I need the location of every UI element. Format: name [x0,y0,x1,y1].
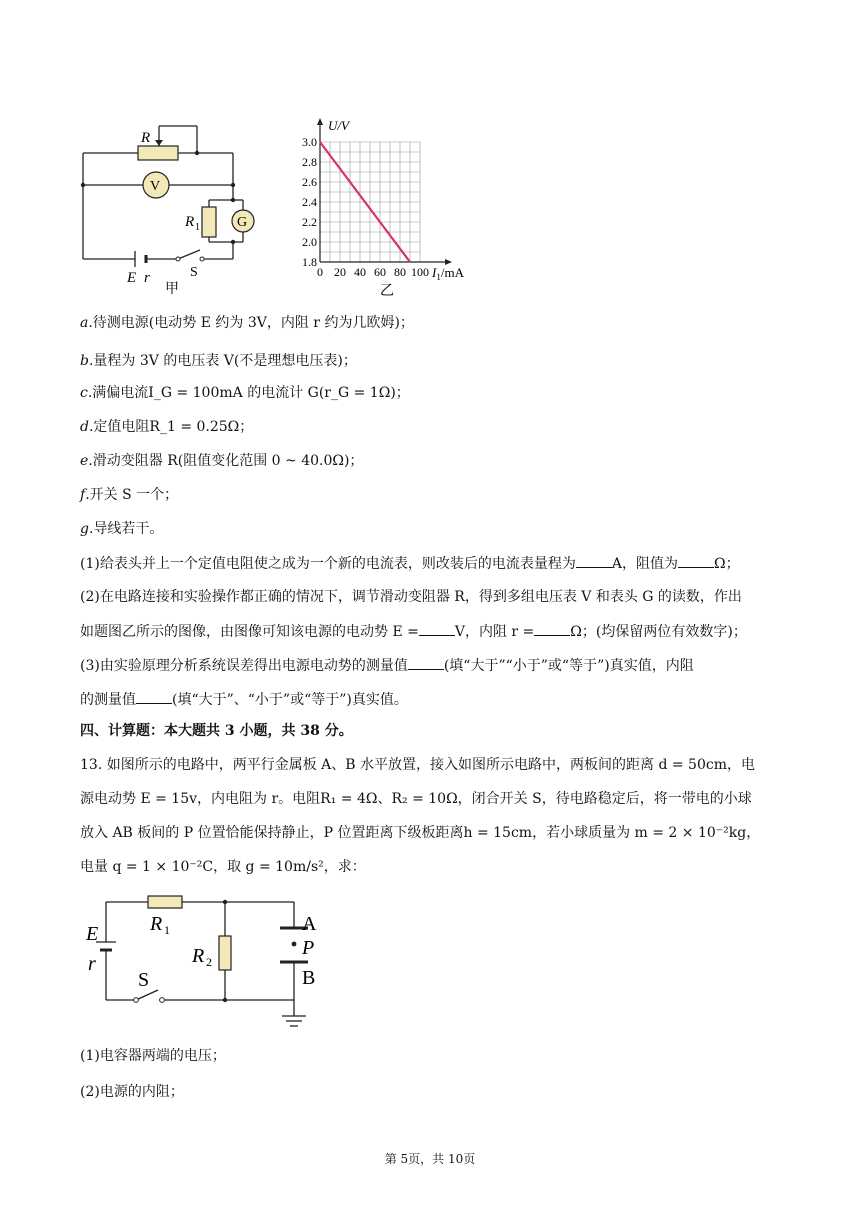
problem13-line4: 电量 q = 1 × 10⁻²C，取 g = 10m/s²，求： [80,859,366,875]
problem13-line2: 源电动势 E = 15v，内电阻为 r。电阻R₁ = 4Ω、R₂ = 10Ω，闭合开关 S，待电路稳定后，将一带电的小球 [80,791,752,807]
answer-blank[interactable] [419,621,455,636]
label-R1: R [150,913,163,935]
x-tick-label: 100 [411,265,429,279]
ui-chart-yi [290,112,490,298]
y-tick-label: 2.2 [302,215,317,229]
sub-question-2: (2)电源的内阻； [80,1084,184,1100]
y-tick-label: 2.0 [302,235,317,249]
item-e: e.滑动变阻器 R(阻值变化范围 0 ~ 40.0Ω)； [80,453,364,469]
y-tick-label: 2.4 [302,195,317,209]
label-r: r [88,953,96,975]
answer-blank[interactable] [576,553,612,568]
circuit-figure-jia [75,122,265,297]
chart-ylabel: U/V [328,118,349,133]
caption-yi: 乙 [380,284,394,298]
resistor-R1 [202,207,216,237]
page-footer: 第 5页，共 10页 [384,1152,476,1166]
rheostat-R [138,146,178,160]
answer-blank[interactable] [534,621,570,636]
label-P: P [302,937,315,959]
x-tick-label: 60 [374,265,386,279]
item-a: a.待测电源(电动势 E 约为 3V，内阻 r 约为几欧姆)； [80,315,414,331]
answer-blank[interactable] [136,689,172,704]
label-V: V [150,179,161,194]
item-b: b.量程为 3V 的电压表 V(不是理想电压表)； [80,353,357,369]
x-tick-label: 40 [354,265,366,279]
y-tick-label: 1.8 [302,255,317,269]
item-d: d.定值电阻R_1 = 0.25Ω； [80,419,254,435]
problem13-line1: 13. 如图所示的电路中，两平行金属板 A、B 水平放置，接入如图所示电路中，两板间的距离 d = 50cm，电 [80,757,755,773]
caption-jia: 甲 [165,282,179,297]
item-g: g.导线若干。 [80,521,164,537]
label-A: A [302,913,317,935]
resistor-R2 [219,936,231,970]
label-R1-sub: 1 [164,923,170,937]
label-S: S [138,969,150,991]
question-2-line2: 如题图乙所示的图像，由图像可知该电源的电动势 E = V，内阻 r = Ω；(均保留两位有效数字)； [80,621,800,642]
label-R: R [141,130,151,146]
item-c: c.满偏电流I_G = 100mA 的电流计 G(r_G = 1Ω)； [80,385,410,401]
label-E: E [127,270,137,286]
x-tick-label: 20 [334,265,346,279]
y-tick-label: 3.0 [302,135,317,149]
label-R1-sub: 1 [195,222,200,233]
label-G: G [237,215,248,230]
label-S: S [190,265,198,280]
problem13-line3: 放入 AB 板间的 P 位置恰能保持静止，P 位置距离下级板距离h = 15cm，若小球质量为 m = 2 × 10⁻²kg， [80,825,761,841]
sub-question-1: (1)电容器两端的电压； [80,1048,226,1064]
answer-blank[interactable] [408,655,444,670]
question-2-line1: (2)在电路连接和实验操作都正确的情况下，调节滑动变阻器 R，得到多组电压表 V 和表头 G 的读数，作出 [80,589,742,605]
question-1: (1)给表头并上一个定值电阻使之成为一个新的电流表，则改装后的电流表量程为 A，阻值为 Ω； [80,553,800,574]
label-r: r [144,270,150,286]
label-R2: R [192,945,205,967]
label-E: E [86,923,99,945]
resistor-R1 [148,896,182,908]
question-3-line2: 的测量值 (填“大于”、“小于”或“等于”)真实值。 [80,689,800,710]
question-3-line1: (3)由实验原理分析系统误差得出电源电动势的测量值 (填“大于”“小于”或“等于”)真实值，内阻 [80,655,800,676]
label-B: B [302,967,316,989]
chart-xlabel: $I_1/mA$ [432,265,464,282]
x-tick-label: 80 [394,265,406,279]
circuit-figure-13 [82,890,322,1038]
y-tick-label: 2.6 [302,175,317,189]
x-tick-label: 0 [317,265,323,279]
ball-P [292,942,297,947]
y-tick-label: 2.8 [302,155,317,169]
answer-blank[interactable] [678,553,714,568]
label-R1: R [185,214,195,230]
section-heading: 四、计算题：本大题共 3 小题，共 38 分。 [80,723,353,739]
item-f: f.开关 S 一个； [80,487,179,503]
label-R2-sub: 2 [206,955,212,969]
